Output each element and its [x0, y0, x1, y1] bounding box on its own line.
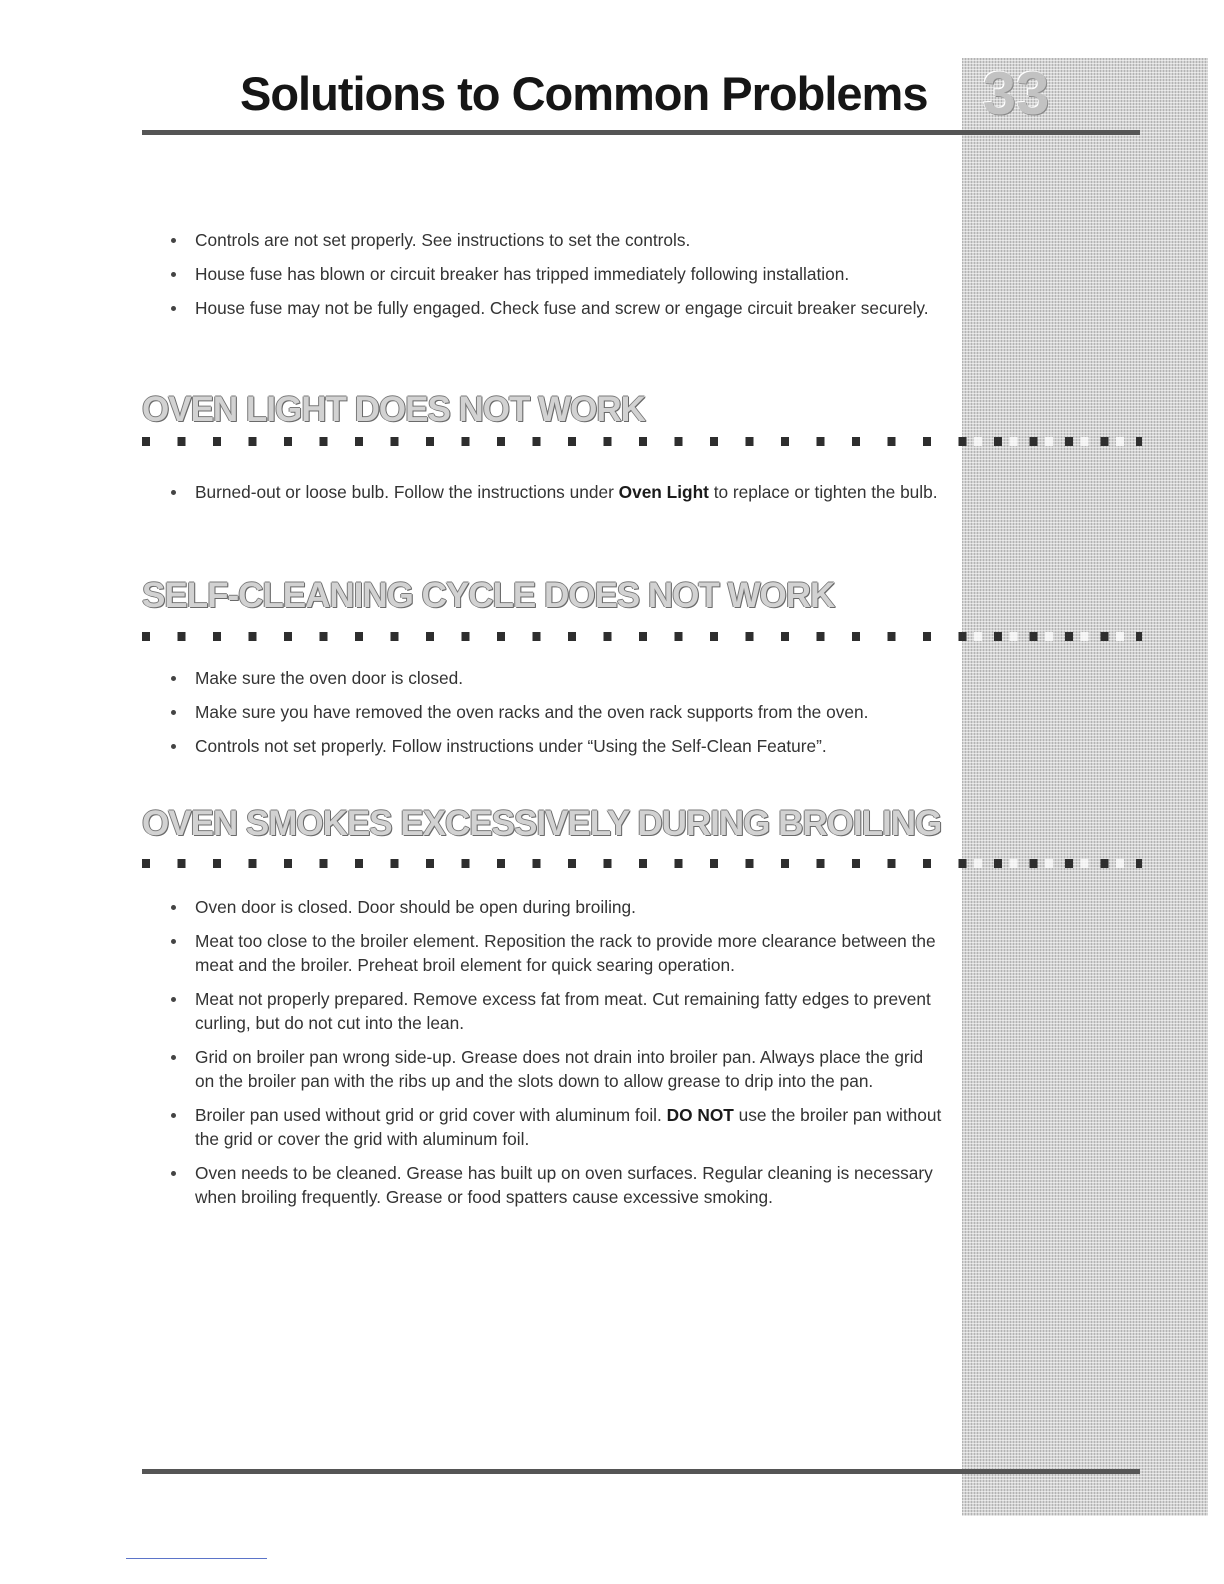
list-item: Make sure the oven door is closed.	[168, 666, 943, 690]
bullet-icon	[171, 1113, 176, 1118]
list-item: Meat not properly prepared. Remove excess fat from meat. Cut remaining fatty edges to prevent curling, but do not cut into the lean.	[168, 987, 943, 1035]
bullet-icon	[171, 676, 176, 681]
bullet-icon	[171, 238, 176, 243]
section-heading-oven-light: OVEN LIGHT DOES NOT WORK	[142, 390, 645, 429]
list-item: Burned-out or loose bulb. Follow the instructions under Oven Light to replace or tighten the bulb.	[168, 480, 943, 504]
section-heading-self-cleaning: SELF-CLEANING CYCLE DOES NOT WORK	[142, 576, 835, 615]
list-item: Controls not set properly. Follow instructions under “Using the Self-Clean Feature”.	[168, 734, 943, 758]
page-title: Solutions to Common Problems	[240, 67, 928, 120]
oven-light-bullet-list	[168, 480, 943, 504]
list-item: Oven needs to be cleaned. Grease has built up on oven surfaces. Regular cleaning is necessary when broiling frequently. Grease or food spatters cause excessive smoking.	[168, 1161, 943, 1209]
bullet-icon	[171, 744, 176, 749]
oven-smokes-bullet-list	[168, 895, 943, 1209]
list-item: Oven door is closed. Door should be open during broiling.	[168, 895, 943, 919]
do-not-warning: DO NOT	[666, 1105, 734, 1125]
list-item: Controls are not set properly. See instructions to set the controls.	[168, 228, 943, 252]
section-divider	[142, 437, 1142, 446]
header-rule	[142, 130, 1140, 135]
bullet-icon	[171, 272, 176, 277]
footer-link-underline	[126, 1558, 267, 1559]
list-item: Make sure you have removed the oven racks and the oven rack supports from the oven.	[168, 700, 943, 724]
bullet-icon	[171, 1171, 176, 1176]
intro-bullet-list	[168, 228, 943, 320]
list-item: House fuse has blown or circuit breaker has tripped immediately following installation.	[168, 262, 943, 286]
bullet-icon	[171, 905, 176, 910]
bullet-icon	[171, 710, 176, 715]
footer-rule	[142, 1469, 1140, 1474]
bullet-icon	[171, 306, 176, 311]
list-item: Broiler pan used without grid or grid cover with aluminum foil. DO NOT use the broiler pan without the grid or cover the grid with aluminum foil.	[168, 1103, 943, 1151]
self-cleaning-bullet-list	[168, 666, 943, 758]
bullet-icon	[171, 997, 176, 1002]
bullet-icon	[171, 1055, 176, 1060]
page-number: 33	[982, 60, 1050, 127]
oven-light-reference: Oven Light	[618, 482, 709, 502]
bullet-icon	[171, 939, 176, 944]
list-item: House fuse may not be fully engaged. Check fuse and screw or engage circuit breaker securely.	[168, 296, 943, 320]
side-tab-band	[962, 58, 1208, 1516]
section-divider	[142, 859, 1142, 868]
bullet-icon	[171, 490, 176, 495]
section-heading-oven-smokes: OVEN SMOKES EXCESSIVELY DURING BROILING	[142, 804, 942, 843]
list-item: Grid on broiler pan wrong side-up. Grease does not drain into broiler pan. Always place the grid on the broiler pan with the ribs up and the slots down to allow grease to drip into the pan.	[168, 1045, 943, 1093]
list-item: Meat too close to the broiler element. Reposition the rack to provide more clearance between the meat and the broiler. Preheat broil element for quick searing operation.	[168, 929, 943, 977]
section-divider	[142, 632, 1142, 641]
